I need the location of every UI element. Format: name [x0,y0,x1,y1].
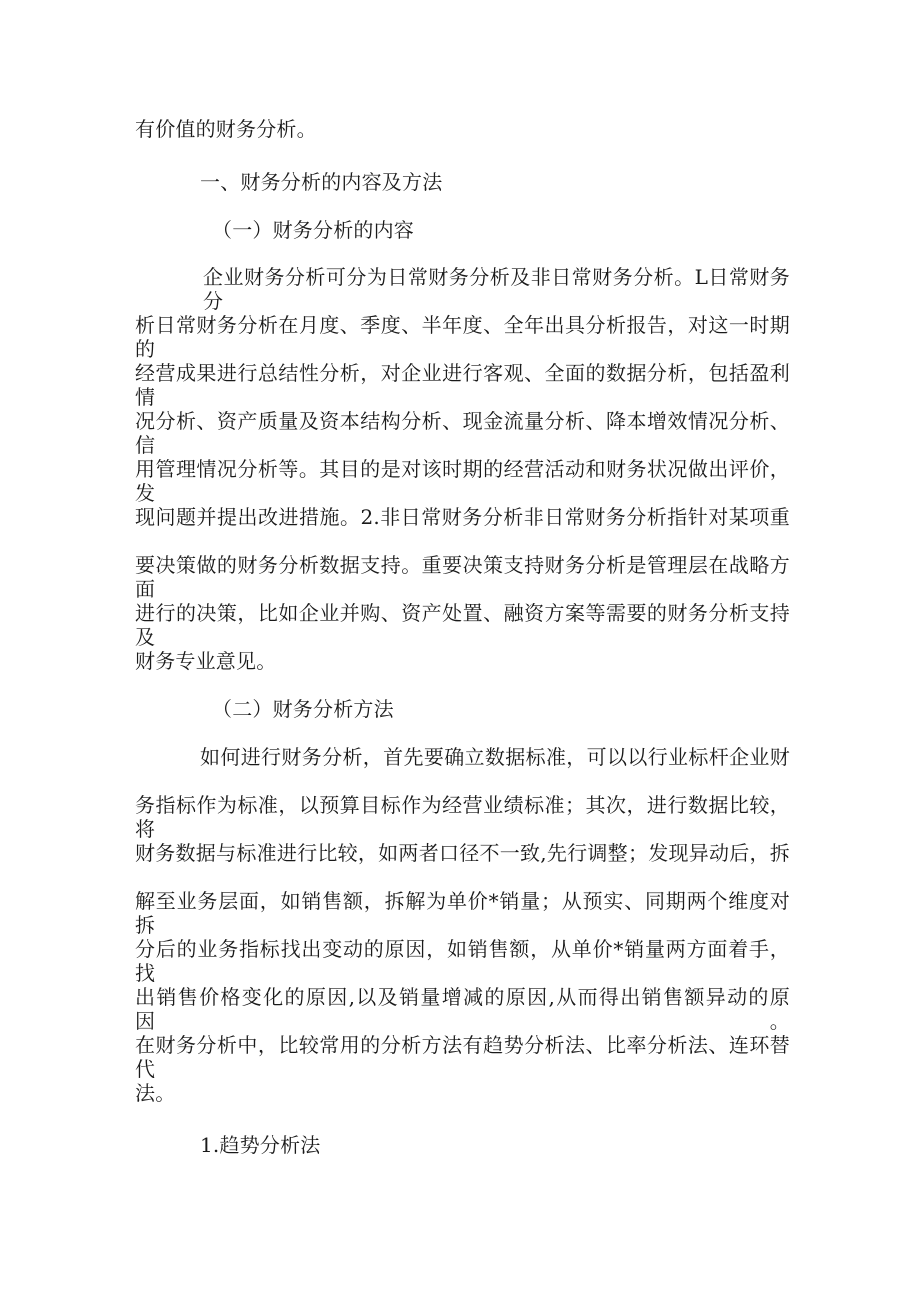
subsubsection-heading: 1.趋势分析法 [200,1133,321,1157]
paragraph-line: 财务数据与标准进行比较，如两者口径不一致,先行调整；发现异动后，拆 [135,841,790,865]
paragraph-line: 进行的决策，比如企业并购、资产处置、融资方案等需要的财务分析支持及 [135,601,790,649]
paragraph-line: 企业财务分析可分为日常财务分析及非日常财务分析。L日常财务分 [203,265,790,313]
paragraph-line: 现问题并提出改进措施。2.非日常财务分析非日常财务分析指针对某项重 [135,505,790,529]
paragraph-line: 如何进行财务分析，首先要确立数据标准，可以以行业标杆企业财 [200,745,790,769]
paragraph-line: 用管理情况分析等。其目的是对该时期的经营活动和财务状况做出评价，发 [135,457,790,505]
paragraph-line: 出销售价格变化的原因,以及销量增减的原因,从而得出销售额异动的原因。 [135,985,790,1033]
paragraph-line: 经营成果进行总结性分析，对企业进行客观、全面的数据分析，包括盈利情 [135,361,790,409]
paragraph-line: 解至业务层面，如销售额，拆解为单价*销量；从预实、同期两个维度对拆 [135,889,790,937]
paragraph-line: 在财务分析中，比较常用的分析方法有趋势分析法、比率分析法、连环替代 [135,1033,790,1081]
paragraph-line: 况分析、资产质量及资本结构分析、现金流量分析、降本增效情况分析、信 [135,409,790,457]
paragraph-line: 法。 [135,1081,176,1105]
paragraph-line: 务指标作为标准，以预算目标作为经营业绩标准；其次，进行数据比较，将 [135,793,790,841]
paragraph-line: 分后的业务指标找出变动的原因，如销售额，从单价*销量两方面着手，找 [135,937,790,985]
paragraph-line: 有价值的财务分析。 [135,117,317,141]
paragraph-line: 财务专业意见。 [135,649,277,673]
subsection-heading: （一）财务分析的内容 [212,218,414,242]
subsection-heading: （二）财务分析方法 [212,697,394,721]
paragraph-line: 析日常财务分析在月度、季度、半年度、全年出具分析报告，对这一时期的 [135,313,790,361]
section-heading: 一、财务分析的内容及方法 [200,170,443,194]
paragraph-line: 要决策做的财务分析数据支持。重要决策支持财务分析是管理层在战略方面 [135,553,790,601]
